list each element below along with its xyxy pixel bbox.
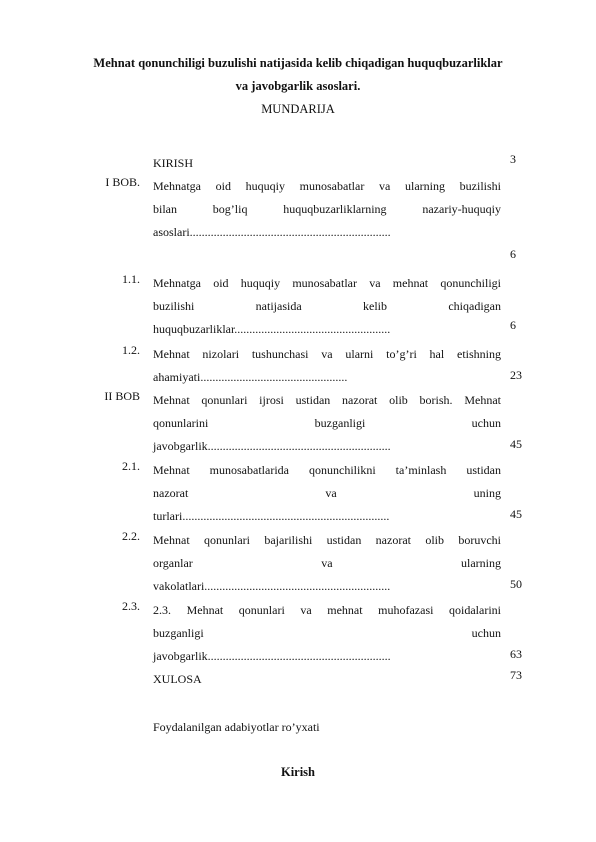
toc-entry-2-number: II BOB	[104, 389, 140, 403]
toc-entry-1-2-page: 23	[510, 368, 522, 382]
toc-entry-1-1-line-1: Mehnatga oid huquqiy munosabatlar va mehnat qonunchiligi	[153, 276, 501, 290]
toc-entry-xulosa-label: XULOSA	[153, 672, 202, 686]
toc-entry-2-line-3: javobgarlik.............................................................	[153, 439, 391, 453]
toc-entry-2-1-number: 2.1.	[122, 459, 140, 473]
toc-entry-2-page: 45	[510, 437, 522, 451]
toc-entry-2-2-line-3: vakolatlari..............................................................	[153, 579, 391, 593]
document-title-line-1: Mehnat qonunchiligi buzulishi natijasida kelib chiqadigan huquqbuzarliklar	[93, 56, 503, 70]
toc-entry-2-1-page: 45	[510, 507, 522, 521]
toc-entry-2-2-page: 50	[510, 577, 522, 591]
toc-entry-xulosa-page: 73	[510, 668, 522, 682]
toc-entry-1-line-3: asoslari...................................................................	[153, 225, 391, 239]
toc-entry-bibliography: Foydalanilgan adabiyotlar ro’yxati	[153, 720, 320, 734]
toc-entry-1-line-1: Mehnatga oid huquqiy munosabatlar va ularning buzilishi	[153, 179, 501, 193]
toc-entry-2-3-page: 63	[510, 647, 522, 661]
toc-entry-1-page: 6	[510, 247, 516, 261]
toc-heading: MUNDARIJA	[261, 102, 335, 116]
section-heading-kirish: Kirish	[280, 765, 316, 779]
toc-entry-2-3-line-2: buzganligi uchun	[153, 626, 501, 640]
toc-entry-2-2-number: 2.2.	[122, 529, 140, 543]
toc-entry-2-line-1: Mehnat qonunlari ijrosi ustidan nazorat olib borish. Mehnat	[153, 393, 501, 407]
toc-entry-1-1-line-3: huquqbuzarliklar....................................................	[153, 322, 391, 336]
toc-entry-1-1-page: 6	[510, 318, 516, 332]
toc-entry-1-2-line-2: ahamiyati.................................................	[153, 370, 348, 384]
toc-entry-2-1-line-3: turlari.....................................................................	[153, 509, 390, 523]
toc-entry-1-number: I BOB.	[105, 175, 140, 189]
toc-entry-1-2-number: 1.2.	[122, 343, 140, 357]
toc-entry-2-2-line-2: organlar va ularning	[153, 556, 501, 570]
toc-entry-kirish-label: KIRISH	[153, 156, 194, 170]
document-title-line-2: va javobgarlik asoslari.	[235, 79, 361, 93]
toc-entry-kirish-page: 3	[510, 152, 516, 166]
toc-entry-1-2-line-1: Mehnat nizolari tushunchasi va ularni to’g’ri hal etishning	[153, 347, 501, 361]
toc-entry-1-line-2: bilan bog’liq huquqbuzarliklarning nazariy-huquqiy	[153, 202, 501, 216]
toc-entry-1-1-line-2: buzilishi natijasida kelib chiqadigan	[153, 299, 501, 313]
toc-entry-2-1-line-2: nazorat va uning	[153, 486, 501, 500]
toc-entry-2-3-line-1: 2.3. Mehnat qonunlari va mehnat muhofazasi qoidalarini	[153, 603, 501, 617]
toc-entry-2-line-2: qonunlarini buzganligi uchun	[153, 416, 501, 430]
toc-entry-2-2-line-1: Mehnat qonunlari bajarilishi ustidan nazorat olib boruvchi	[153, 533, 501, 547]
toc-entry-2-1-line-1: Mehnat munosabatlarida qonunchilikni ta’minlash ustidan	[153, 463, 501, 477]
toc-entry-2-3-number: 2.3.	[122, 599, 140, 613]
toc-entry-2-3-line-3: javobgarlik.............................................................	[153, 649, 391, 663]
toc-entry-1-1-number: 1.1.	[122, 272, 140, 286]
